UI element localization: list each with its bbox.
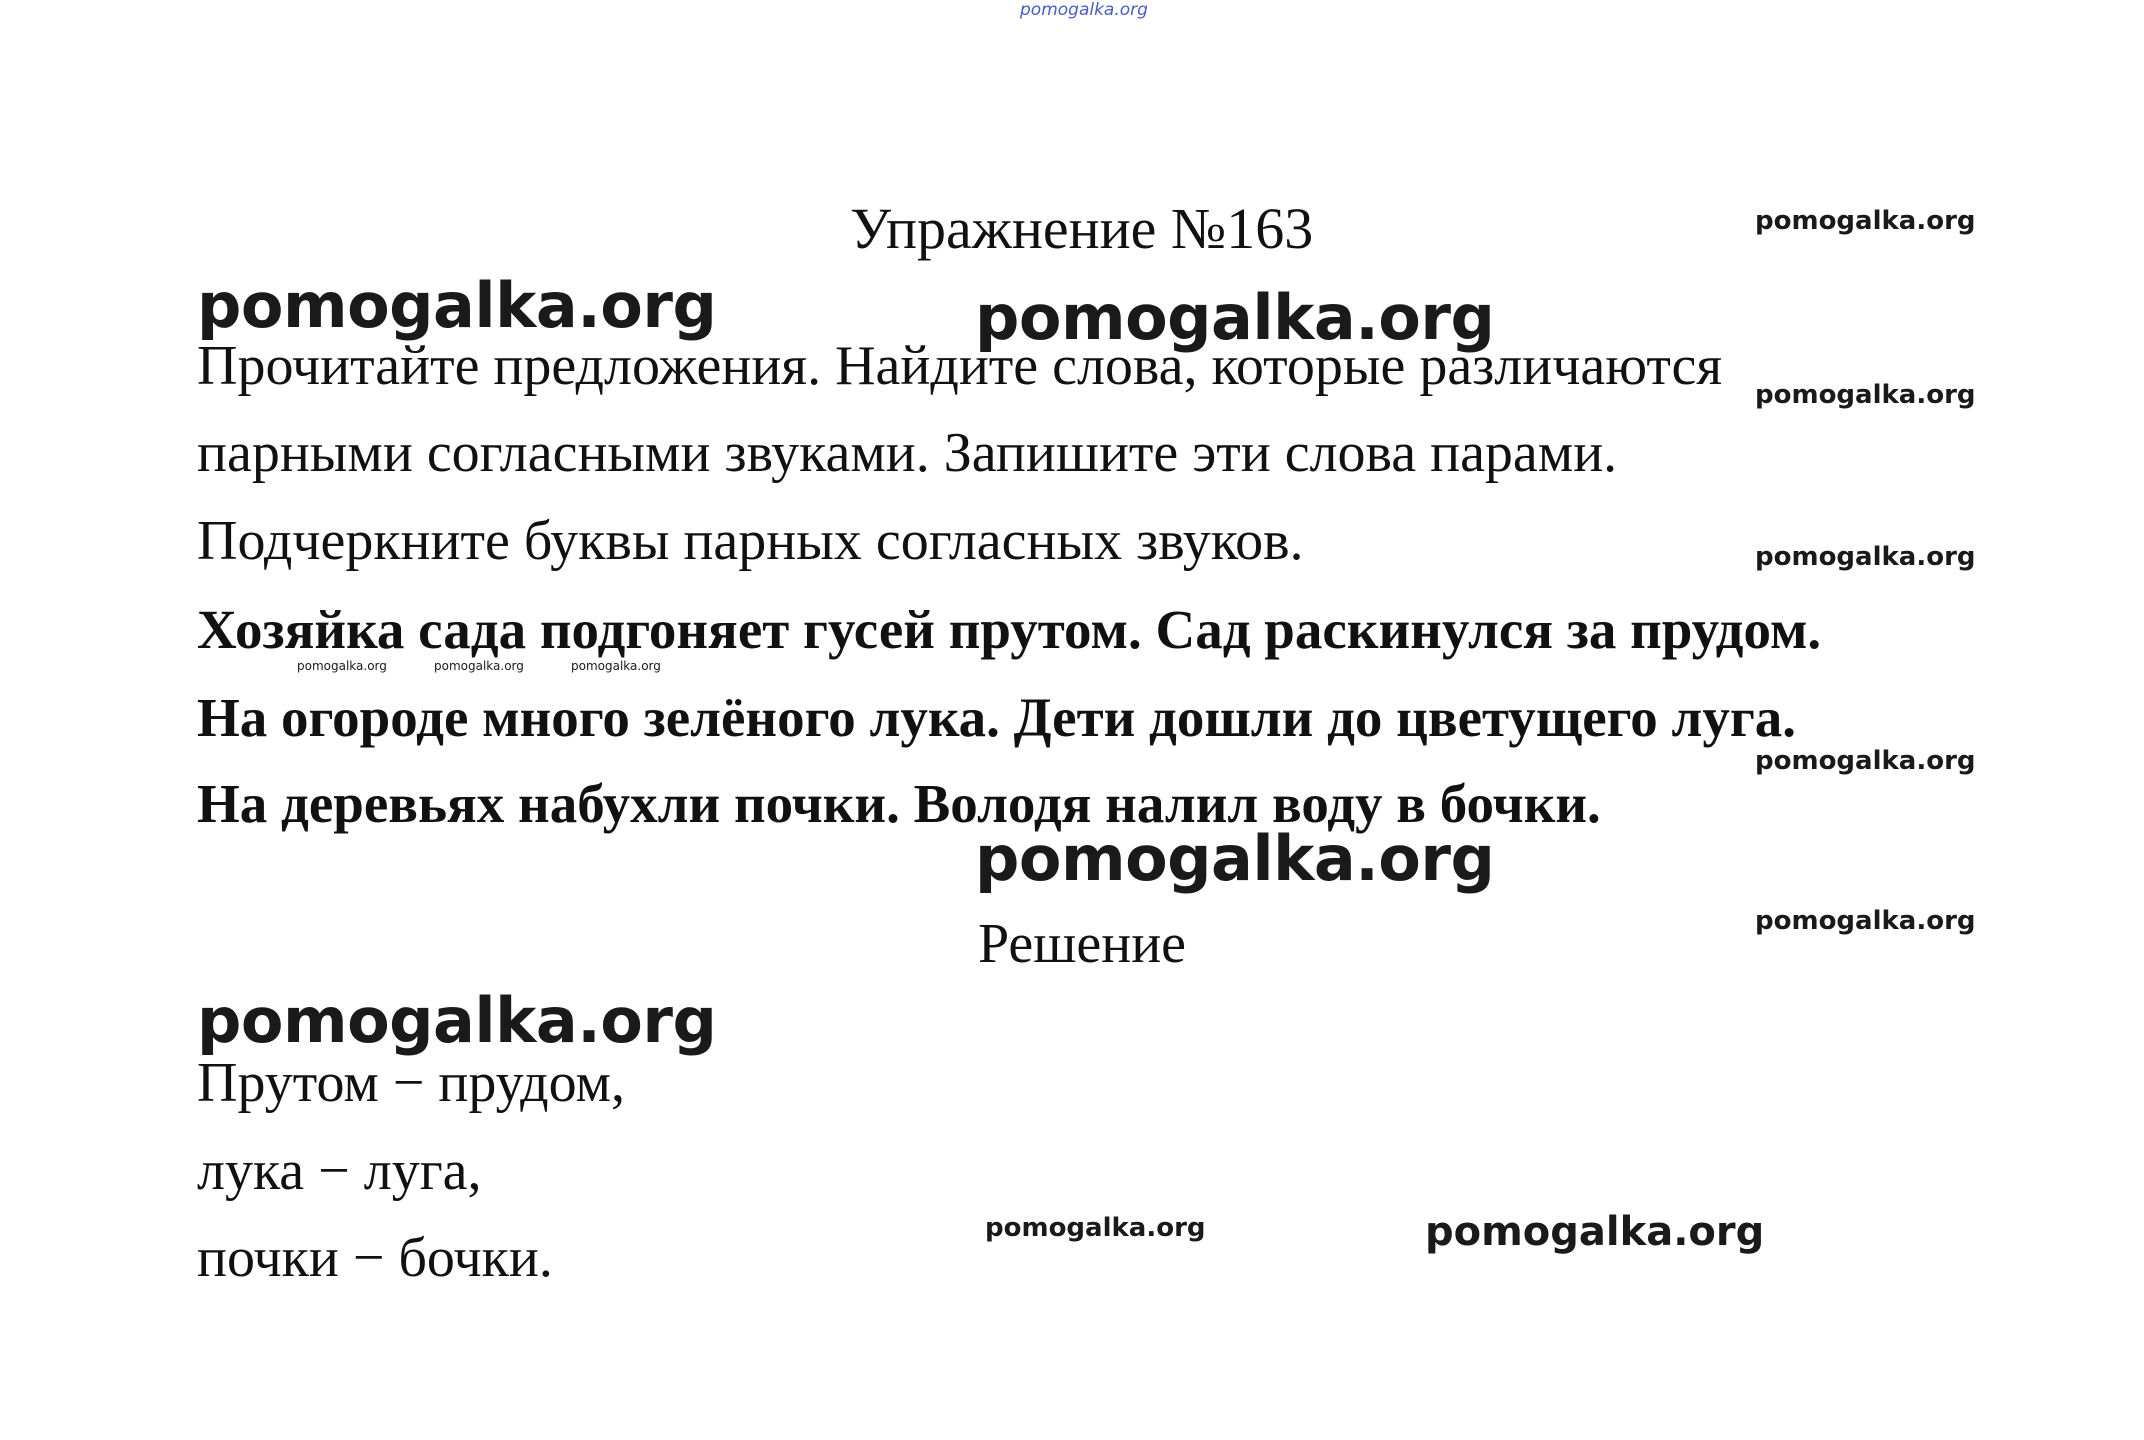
watermark-left-2: pomogalka.org <box>197 984 717 1057</box>
watermark-left-1: pomogalka.org <box>197 269 717 342</box>
solution-line-2: лука − луга, <box>197 1140 482 1202</box>
sentence-line-2: На огороде много зелёного лука. Дети дошли до цветущего луга. <box>197 687 1797 748</box>
watermark-right-3: pomogalka.org <box>1755 542 1976 572</box>
watermark-right-5: pomogalka.org <box>1755 906 1976 936</box>
watermark-top: pomogalka.org <box>1020 0 1148 20</box>
watermark-tiny-1: pomogalka.org <box>297 659 387 673</box>
exercise-title: Упражнение №163 <box>850 196 1314 261</box>
watermark-tiny-2: pomogalka.org <box>434 659 524 673</box>
solution-line-1: Прутом − прудом, <box>197 1052 625 1114</box>
sentence-line-1: Хозяйка сада подгоняет гусей прутом. Сад раскинулся за прудом. <box>197 599 1822 660</box>
watermark-right-2: pomogalka.org <box>1755 380 1976 410</box>
instruction-line-2: парными согласными звуками. Запишите эти слова парами. <box>197 422 1618 484</box>
solution-title: Решение <box>978 913 1187 975</box>
watermark-right-1: pomogalka.org <box>1755 206 1976 236</box>
watermark-center-2: pomogalka.org <box>975 822 1495 895</box>
watermark-center-1: pomogalka.org <box>975 281 1495 354</box>
sentence-line-3: На деревьях набухли почки. Володя налил воду в бочки. <box>197 773 1601 834</box>
watermark-bottom-2: pomogalka.org <box>1425 1209 1765 1255</box>
watermark-tiny-3: pomogalka.org <box>571 659 661 673</box>
instruction-line-3: Подчеркните буквы парных согласных звуков. <box>197 510 1304 572</box>
watermark-right-4: pomogalka.org <box>1755 746 1976 776</box>
instruction-line-1: Прочитайте предложения. Найдите слова, которые различаются <box>197 335 1723 397</box>
solution-line-3: почки − бочки. <box>197 1227 553 1289</box>
watermark-bottom-1: pomogalka.org <box>985 1213 1206 1243</box>
